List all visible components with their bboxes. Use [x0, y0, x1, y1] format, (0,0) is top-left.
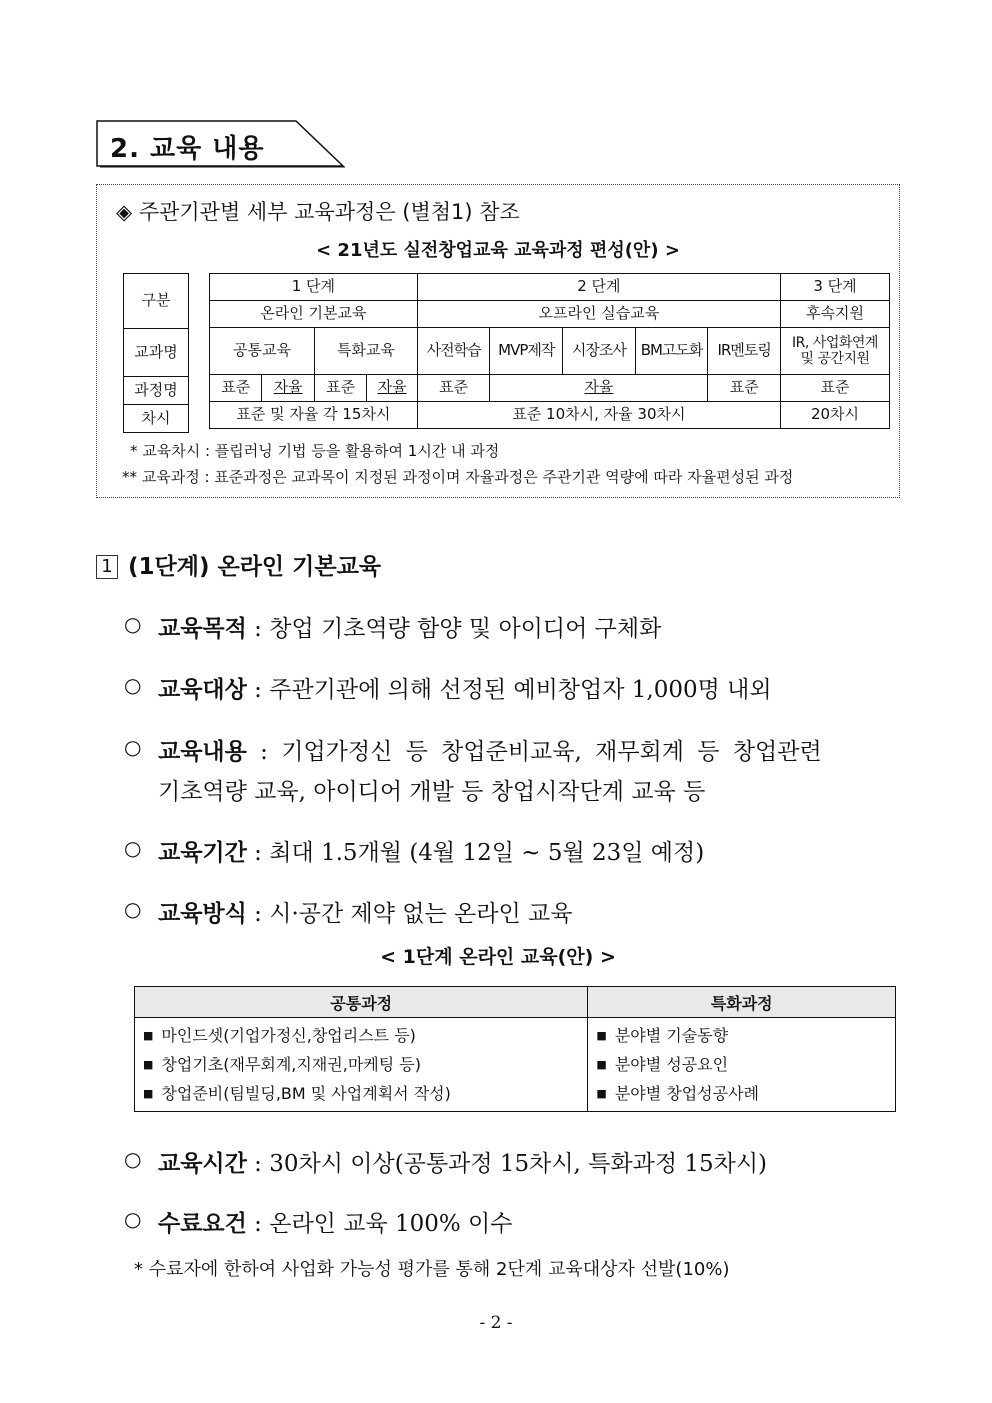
stage-2-type: 오프라인 실습교육 — [417, 301, 780, 328]
row-label-course: 과정명 — [124, 377, 189, 405]
note-courses: ** 교육과정 : 표준과정은 교과목이 지정된 과정이며 자율과정은 주관기관 역량에 따라 자율편성된 과정 — [122, 468, 794, 486]
table1-caption: < 21년도 실전창업교육 교육과정 편성(안) > — [316, 240, 680, 261]
section-title: 2. 교육 내용 — [110, 134, 265, 164]
item-method — [0, 895, 992, 929]
item-text-continued: 기초역량 교육, 아이디어 개발 등 창업시작단계 교육 등 — [158, 779, 706, 805]
course-type-2: 자율 — [262, 375, 314, 402]
reference-line: ◈ 주관기관별 세부 교육과정은 (별첨1) 참조 — [116, 200, 520, 224]
section1-heading — [96, 548, 381, 581]
subject-bm: BM고도화 — [635, 328, 708, 375]
subject-common: 공통교육 — [210, 328, 315, 375]
item-bullet: ○ — [124, 673, 142, 697]
item-completion — [0, 1205, 992, 1239]
course-type-4: 자율 — [367, 375, 417, 402]
session-stage-2: 표준 10차시, 자율 30차시 — [417, 402, 780, 429]
list-item — [596, 1079, 887, 1108]
item-text: : 주관기관에 의해 선정된 예비창업자 1,000명 내외 — [246, 677, 772, 703]
list-item-text: 창업준비(팀빌딩,BM 및 사업계획서 작성) — [161, 1084, 451, 1103]
list-item — [143, 1079, 579, 1108]
list-item-text: 분야별 기술동향 — [614, 1026, 729, 1045]
row-label-subject: 교과명 — [124, 329, 189, 377]
item-label: 교육시간 — [158, 1150, 247, 1177]
square-bullet-icon: ■ — [143, 1087, 154, 1100]
square-bullet-icon: ■ — [143, 1029, 154, 1042]
subject-prestudy: 사전학습 — [417, 328, 490, 375]
item-bullet: ○ — [124, 897, 142, 921]
subject-ir-mentoring: IR멘토링 — [708, 328, 781, 375]
list-item-text: 분야별 성공요인 — [614, 1055, 729, 1074]
list-item — [143, 1021, 579, 1050]
list-item-text: 창업기초(재무회계,지재권,마케팅 등) — [161, 1055, 421, 1074]
header-common: 공통과정 — [135, 987, 588, 1018]
session-stage-3: 20차시 — [781, 402, 890, 429]
subject-mvp: MVP제작 — [490, 328, 563, 375]
list-item-text: 분야별 창업성공사례 — [614, 1084, 760, 1103]
item-content — [0, 733, 992, 807]
item-label: 교육기간 — [158, 839, 247, 866]
course-type-7: 표준 — [708, 375, 781, 402]
stage-3-type: 후속지원 — [781, 301, 890, 328]
stage-1-type: 온라인 기본교육 — [210, 301, 418, 328]
list-item — [596, 1050, 887, 1079]
list-item — [596, 1021, 887, 1050]
row-label-gubun: 구분 — [124, 274, 189, 329]
item-label: 수료요건 — [158, 1210, 247, 1237]
course-type-1: 표준 — [210, 375, 262, 402]
item-period — [0, 834, 992, 868]
course-type-6: 자율 — [490, 375, 708, 402]
stage-1: 1 단계 — [210, 274, 418, 301]
stage-2: 2 단계 — [417, 274, 780, 301]
item-label: 교육목적 — [158, 615, 247, 642]
online-course-table — [134, 986, 896, 1112]
subject-followup — [781, 328, 890, 375]
selection-note: * 수료자에 한하여 사업화 가능성 평가를 통해 2단계 교육대상자 선발(10%) — [134, 1259, 730, 1280]
item-bullet: ○ — [124, 1147, 142, 1171]
note-sessions: * 교육차시 : 플립러닝 기법 등을 활용하여 1시간 내 과정 — [130, 442, 500, 460]
course-type-8: 표준 — [781, 375, 890, 402]
list-item — [143, 1050, 579, 1079]
item-label: 교육방식 — [158, 900, 247, 927]
item-purpose — [0, 610, 992, 644]
square-bullet-icon: ■ — [596, 1029, 607, 1042]
subject-special: 특화교육 — [314, 328, 417, 375]
item-bullet: ○ — [124, 612, 142, 636]
square-bullet-icon: ■ — [143, 1058, 154, 1071]
square-bullet-icon: ■ — [596, 1087, 607, 1100]
row-label-table — [123, 273, 189, 433]
common-course-list — [135, 1018, 588, 1112]
table2-caption: < 1단계 온라인 교육(안) > — [380, 946, 616, 968]
list-item-text: 마인드셋(기업가정신,창업리스트 등) — [161, 1026, 416, 1045]
curriculum-table — [209, 273, 890, 429]
special-course-list — [588, 1018, 896, 1112]
session-stage-1: 표준 및 자율 각 15차시 — [210, 402, 418, 429]
item-text: : 30차시 이상(공통과정 15차시, 특화과정 15차시) — [246, 1151, 768, 1177]
stage-3: 3 단계 — [781, 274, 890, 301]
item-text: : 창업 기초역량 함양 및 아이디어 구체화 — [246, 616, 662, 642]
course-type-5: 표준 — [417, 375, 490, 402]
item-bullet: ○ — [124, 1207, 142, 1231]
item-text: : 기업가정신 등 창업준비교육, 재무회계 등 창업관련 — [246, 739, 822, 765]
item-label: 교육대상 — [158, 676, 247, 703]
subject-followup-line2: 및 공간지원 — [800, 351, 870, 367]
section-title-tab — [96, 120, 346, 168]
item-target — [0, 671, 992, 705]
page-number: - 2 - — [479, 1313, 513, 1333]
item-bullet: ○ — [124, 836, 142, 860]
section1-number: 1 — [96, 555, 118, 579]
item-hours — [0, 1145, 992, 1179]
section1-title: (1단계) 온라인 기본교육 — [128, 554, 382, 580]
item-text: : 최대 1.5개월 (4월 12일 ~ 5월 23일 예정) — [246, 840, 705, 866]
subject-followup-line1: IR, 사업화연계 — [792, 334, 878, 351]
header-special: 특화과정 — [588, 987, 896, 1018]
course-type-3: 표준 — [314, 375, 366, 402]
item-label: 교육내용 — [158, 738, 247, 765]
row-label-session: 차시 — [124, 405, 189, 433]
subject-market-research: 시장조사 — [563, 328, 636, 375]
item-bullet: ○ — [124, 735, 142, 759]
item-text: : 시·공간 제약 없는 온라인 교육 — [246, 901, 573, 927]
square-bullet-icon: ■ — [596, 1058, 607, 1071]
item-text: : 온라인 교육 100% 이수 — [246, 1211, 513, 1237]
